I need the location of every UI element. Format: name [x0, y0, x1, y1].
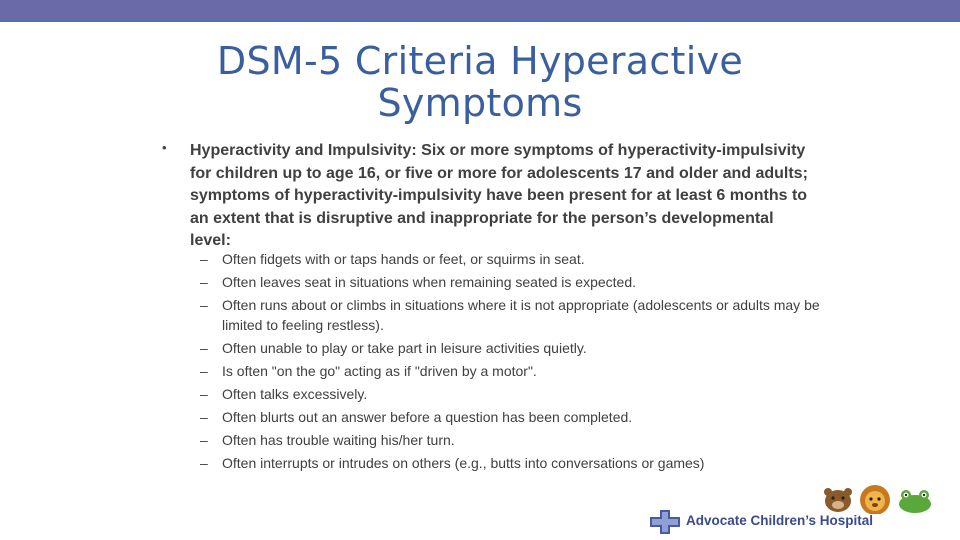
list-item: – Often blurts out an answer before a question has been completed. [200, 408, 633, 425]
top-bar [0, 0, 960, 22]
list-item: – Often talks excessively. [200, 385, 368, 402]
hospital-logo [650, 484, 950, 534]
main-bullet-text: Hyperactivity and Impulsivity: Six or more symptoms of hyperactivity-impulsivity for children up to age 16, or five or more for adolescents 17 and older and adults; symptoms of hyperactivity-impulsivity have been present for at least 6 months to an extent that is disruptive and inappropriate for the person’s developmental level: [190, 142, 808, 250]
medical-cross-icon [650, 510, 680, 534]
list-item: – Often runs about or climbs in situations where it is not appropriate (adolescents or adults may be limited to feeling restless). [200, 297, 820, 333]
bullet-dot: • [162, 140, 167, 155]
list-item: – Often has trouble waiting his/her turn. [200, 431, 455, 448]
list-item: – Often interrupts or intrudes on others (e.g., butts into conversations or games) [200, 454, 705, 471]
list-item: – Is often "on the go" acting as if "driven by a motor". [200, 362, 537, 379]
symptom-list [200, 250, 820, 477]
logo-text: Advocate Children’s Hospital [686, 513, 874, 528]
animal-mascots-icon [820, 484, 940, 514]
list-item: – Often leaves seat in situations when remaining seated is expected. [200, 274, 637, 290]
list-item: – Often unable to play or take part in leisure activities quietly. [200, 339, 587, 356]
slide-title: DSM-5 Criteria Hyperactive Symptoms [216, 39, 744, 125]
list-item: – Often fidgets with or taps hands or feet, or squirms in seat. [200, 251, 585, 267]
